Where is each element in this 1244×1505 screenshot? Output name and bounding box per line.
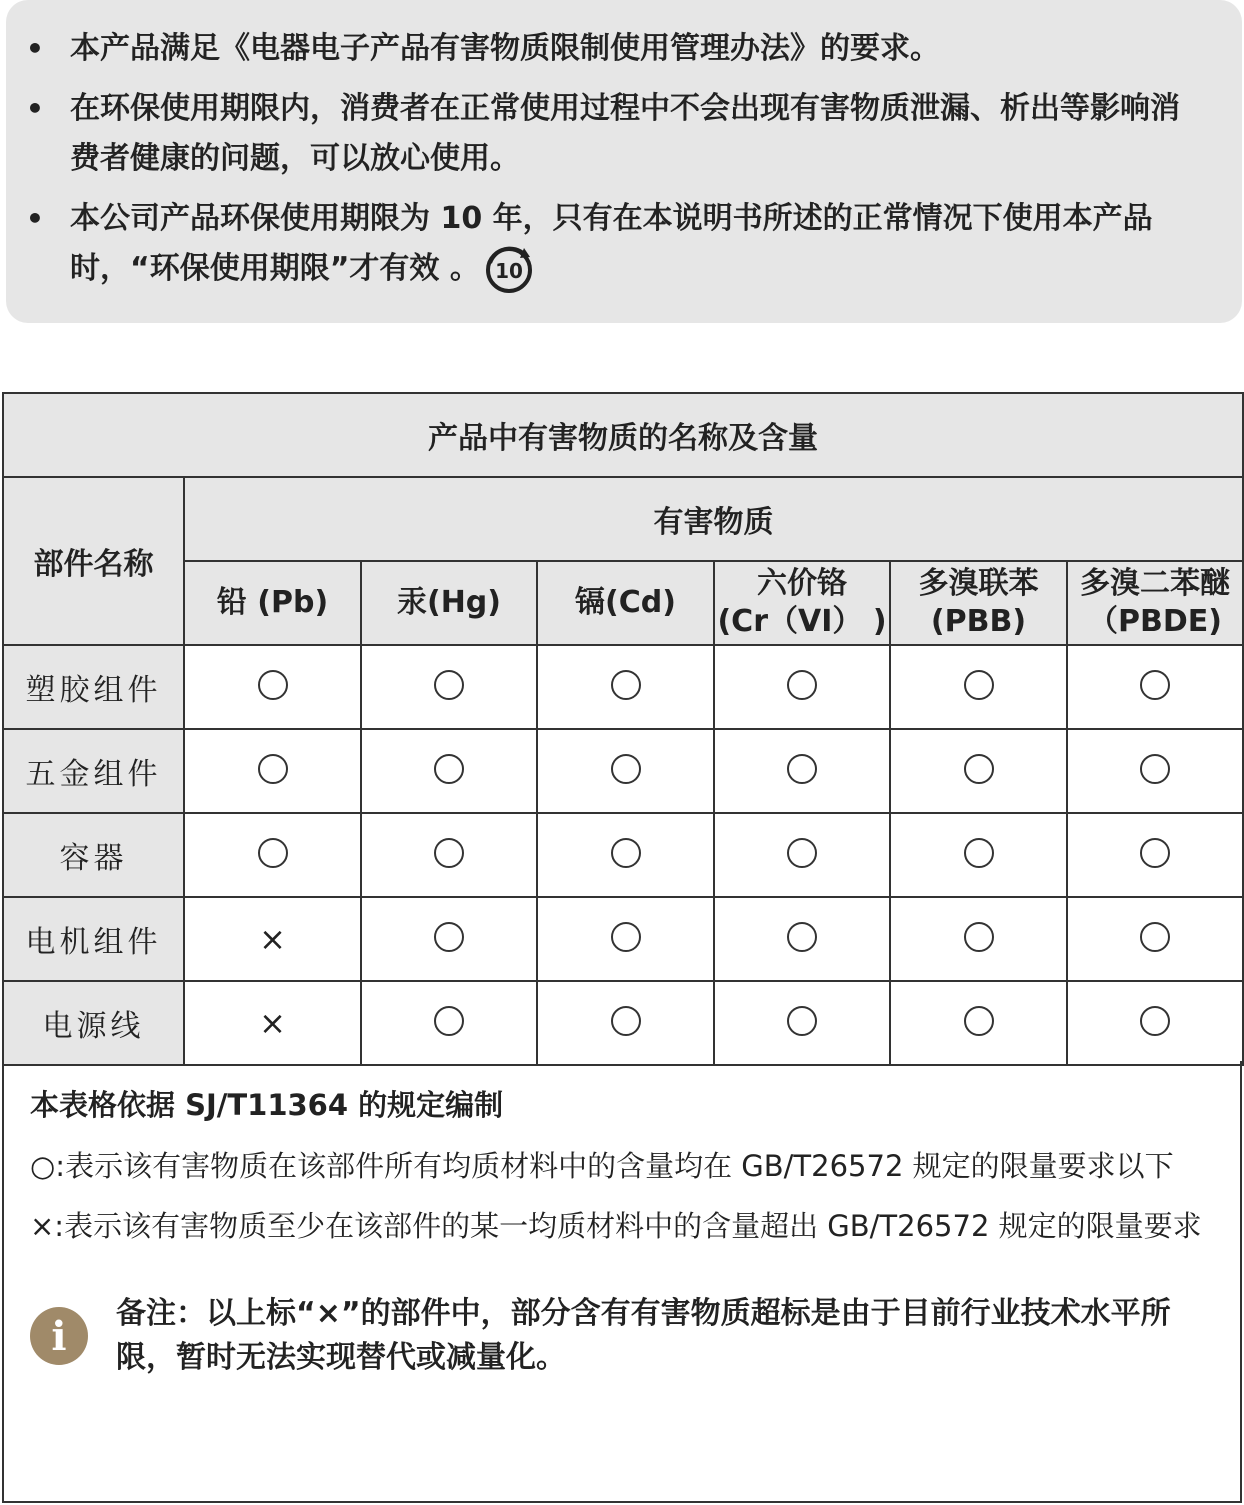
part-name: 五金组件 (3, 729, 184, 813)
hazard-cell (714, 981, 890, 1065)
circle-mark-icon (434, 838, 464, 868)
bullet-dot-icon: • (26, 202, 44, 235)
circle-mark-icon (787, 922, 817, 952)
circle-mark-icon (964, 754, 994, 784)
o-mark-definition: ○:表示该有害物质在该部件所有均质材料中的含量均在 GB/T26572 规定的限量要求以下 (30, 1149, 1174, 1183)
hazard-cell (890, 645, 1067, 729)
circle-mark-icon (787, 1006, 817, 1036)
part-name: 塑胶组件 (3, 645, 184, 729)
substance-symbol: (Cr（VI） ) (717, 604, 887, 639)
circle-mark-icon (1140, 754, 1170, 784)
notes-section (2, 1061, 1242, 1503)
circle-mark-icon (611, 1006, 641, 1036)
remark (30, 1292, 1214, 1380)
part-name: 电机组件 (3, 897, 184, 981)
table-title: 产品中有害物质的名称及含量 (3, 393, 1243, 477)
circle-mark-icon (611, 922, 641, 952)
circle-mark-icon (1140, 922, 1170, 952)
circle-mark-icon (1140, 838, 1170, 868)
hazard-cell (1067, 897, 1243, 981)
hazard-cell (184, 645, 361, 729)
circle-mark-icon (434, 754, 464, 784)
circle-mark-icon (964, 1006, 994, 1036)
hazard-cell (1067, 645, 1243, 729)
cross-mark: × (259, 920, 286, 958)
hazard-cell (714, 813, 890, 897)
table-row (3, 729, 1243, 813)
hazard-cell (537, 813, 714, 897)
hazard-cell (537, 897, 714, 981)
circle-mark-icon (787, 754, 817, 784)
hazard-cell (714, 645, 890, 729)
substance-header (537, 561, 714, 645)
substance-symbol: (PBB) (930, 604, 1027, 639)
hazard-cell (184, 981, 361, 1065)
hazard-cell (714, 729, 890, 813)
substance-header (890, 561, 1067, 645)
circle-mark-icon (611, 670, 641, 700)
part-name: 容器 (3, 813, 184, 897)
circle-mark-icon (611, 838, 641, 868)
hazard-cell (537, 981, 714, 1065)
notice-panel (6, 0, 1242, 323)
hazard-cell (184, 813, 361, 897)
notice-text: 本产品满足《电器电子产品有害物质限制使用管理办法》的要求。 (70, 31, 940, 66)
substance-header (1067, 561, 1243, 645)
hazard-cell (714, 897, 890, 981)
notice-text (70, 194, 1202, 295)
table-row (3, 897, 1243, 981)
cross-mark: × (259, 1004, 286, 1042)
circle-mark-icon (964, 922, 994, 952)
substance-name: 多溴二苯醚 (1080, 566, 1230, 601)
substance-name: 镉(Cd) (575, 585, 676, 620)
circle-mark-icon (964, 838, 994, 868)
substance-header (714, 561, 890, 645)
table-row (3, 813, 1243, 897)
remark-text: 备注：以上标“×”的部件中，部分含有有害物质超标是由于目前行业技术水平所限，暂时无法实现替代或减量化。 (116, 1296, 1171, 1375)
circle-mark-icon (434, 1006, 464, 1036)
notice-bullet (26, 84, 1202, 184)
notice-text: 在环保使用期限内，消费者在正常使用过程中不会出现有害物质泄漏、析出等影响消费者健康的问题，可以放心使用。 (70, 91, 1180, 176)
circle-mark-icon (434, 670, 464, 700)
circle-mark-icon (611, 754, 641, 784)
hazard-cell (184, 897, 361, 981)
notice-text-segment: 本公司产品环保使用期限为 10 年，只有在本说明书所述的正常情况下使用本产品时，“环保使用期限”才有效 。 (70, 201, 1153, 286)
circle-mark-icon (1140, 1006, 1170, 1036)
table-row (3, 981, 1243, 1065)
hazard-cell (184, 729, 361, 813)
notice-bullet (26, 194, 1202, 295)
hazard-cell (1067, 729, 1243, 813)
hazard-cell (890, 981, 1067, 1065)
bullet-dot-icon: • (26, 92, 44, 125)
hazard-cell (361, 897, 537, 981)
hazard-cell (1067, 813, 1243, 897)
epup-10-icon (484, 245, 534, 295)
circle-mark-icon (964, 670, 994, 700)
substance-header (361, 561, 537, 645)
circle-mark-icon (787, 670, 817, 700)
hazard-cell (361, 645, 537, 729)
hazard-cell (890, 729, 1067, 813)
circle-mark-icon (258, 670, 288, 700)
part-name-header: 部件名称 (3, 477, 184, 645)
hazard-cell (361, 729, 537, 813)
circle-mark-icon (258, 838, 288, 868)
substance-name: 六价铬 (757, 566, 847, 601)
substance-group-header: 有害物质 (184, 477, 1243, 561)
substance-symbol: （PBDE) (1088, 604, 1222, 639)
info-icon: i (30, 1307, 88, 1365)
hazard-table (2, 392, 1242, 1066)
hazard-cell (537, 645, 714, 729)
hazard-cell (890, 813, 1067, 897)
hazard-cell (537, 729, 714, 813)
bullet-dot-icon: • (26, 32, 44, 65)
circle-mark-icon (434, 922, 464, 952)
circle-mark-icon (787, 838, 817, 868)
substance-name: 汞(Hg) (396, 585, 501, 620)
circle-mark-icon (1140, 670, 1170, 700)
substance-name: 铅 (Pb) (216, 585, 329, 620)
x-mark-definition: ×:表示该有害物质至少在该部件的某一均质材料中的含量超出 GB/T26572 规定的限量要求 (30, 1209, 1202, 1243)
table-basis-note: 本表格依据 SJ/T11364 的规定编制 (30, 1088, 504, 1122)
hazard-cell (361, 981, 537, 1065)
substance-name: 多溴联苯 (918, 566, 1039, 601)
table-row (3, 645, 1243, 729)
hazard-cell (1067, 981, 1243, 1065)
hazard-cell (890, 897, 1067, 981)
substance-header (184, 561, 361, 645)
epup-10-label: 10 (494, 258, 523, 283)
notice-bullet (26, 24, 1202, 74)
part-name: 电源线 (3, 981, 184, 1065)
circle-mark-icon (258, 754, 288, 784)
hazard-cell (361, 813, 537, 897)
